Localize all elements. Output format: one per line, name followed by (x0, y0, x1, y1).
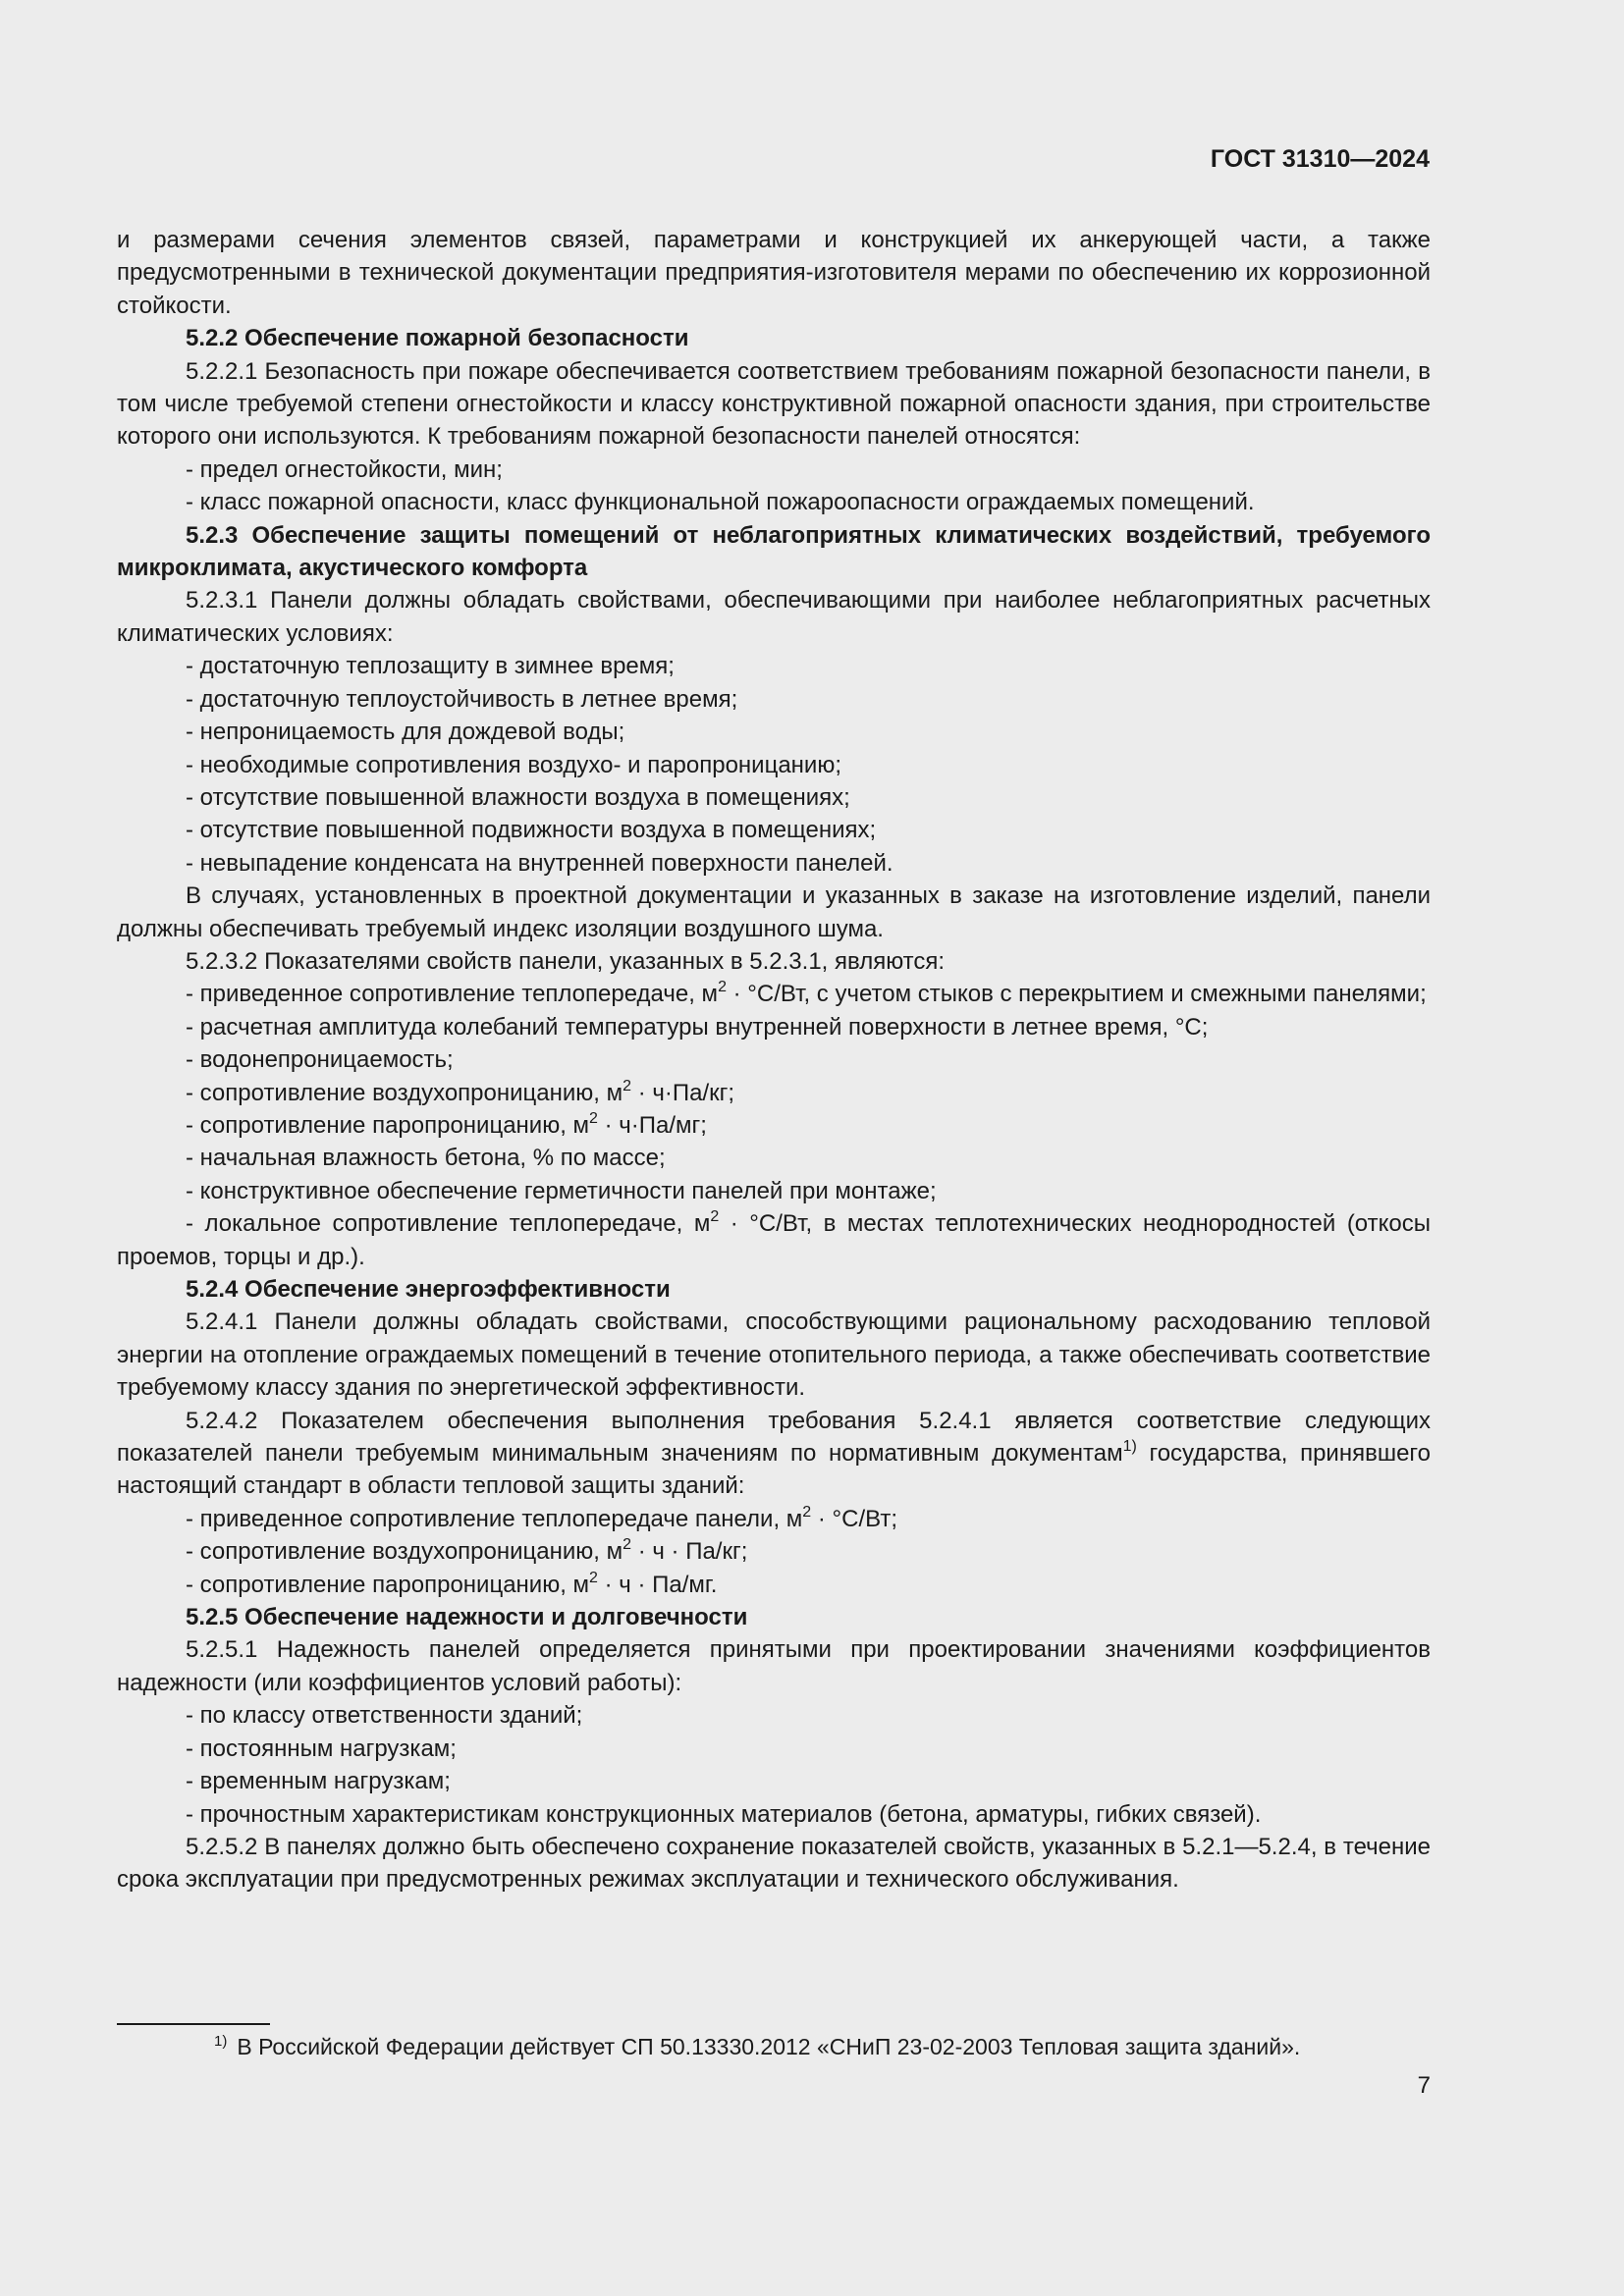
list-item: - непроницаемость для дождевой воды; (186, 719, 625, 746)
paragraph: 5.2.3.1 Панели должны обладать свойствами, обеспечивающими при наиболее неблагоприятных расчетных климатических условиях: (117, 587, 1431, 647)
text-run: · ч · Па/мг. (597, 1571, 718, 1598)
list-item: - невыпадение конденсата на внутренней поверхности панелей. (186, 849, 893, 877)
list-item: - постоянным нагрузкам; (186, 1735, 457, 1762)
list-item: - конструктивное обеспечение герметичности панелей при монтаже; (186, 1177, 937, 1204)
list-item: - предел огнестойкости, мин; (186, 455, 503, 483)
list-item: - отсутствие повышенной подвижности воздуха в помещениях; (186, 817, 877, 844)
superscript: 2 (710, 1208, 720, 1226)
footnote-divider (117, 2023, 270, 2025)
superscript: 2 (589, 1109, 598, 1127)
paragraph (117, 1405, 1431, 1503)
list-item (117, 1077, 1431, 1109)
text-run: · ч·Па/мг; (597, 1111, 707, 1139)
list-item (117, 1535, 1431, 1568)
list-item (117, 1569, 1431, 1601)
text-run: · ч·Па/кг; (631, 1079, 735, 1106)
paragraph: 5.2.4.1 Панели должны обладать свойствами, способствующими рациональному расходованию тепловой энергии на отопление ограждаемых помещений в течение отопительного периода, а также обеспечивать соответствие требуемому классу здания по энергетической эффективности. (117, 1308, 1431, 1402)
paragraph: 5.2.3.2 Показателями свойств панели, указанных в 5.2.3.1, являются: (186, 947, 946, 975)
text-run: · ч · Па/кг; (631, 1538, 748, 1566)
list-item: - прочностным характеристикам конструкционных материалов (бетона, арматуры, гибких связей). (186, 1800, 1262, 1828)
text-run: - сопротивление воздухопроницанию, м (186, 1538, 623, 1566)
paragraph: 5.2.5.1 Надежность панелей определяется принятыми при проектировании значениями коэффициентов надежности (или коэффициентов условий работы): (117, 1636, 1431, 1696)
list-item: - достаточную теплозащиту в зимнее время; (186, 653, 675, 680)
list-item (117, 978, 1431, 1010)
footnote (214, 2032, 1300, 2061)
list-item (117, 1503, 1431, 1535)
paragraph: и размерами сечения элементов связей, параметрами и конструкцией их анкерующей части, а также предусмотренными в технической документации предприятия-изготовителя мерами по обеспечению их коррозионной стойкости. (117, 227, 1431, 319)
list-item: - начальная влажность бетона, % по массе; (186, 1145, 666, 1172)
list-item: - достаточную теплоустойчивость в летнее время; (186, 685, 738, 713)
superscript: 2 (718, 979, 727, 996)
footnote-text: В Российской Федерации действует СП 50.13330.2012 «СНиП 23-02-2003 Тепловая защита зданий». (237, 2034, 1301, 2059)
footnote-ref: 1) (1122, 1438, 1137, 1456)
paragraph: 5.2.5.2 В панелях должно быть обеспечено сохранение показателей свойств, указанных в 5.2.1—5.2.4, в течение срока эксплуатации при предусмотренных режимах эксплуатации и технического обслуживания. (117, 1833, 1431, 1894)
section-heading: 5.2.5 Обеспечение надежности и долговечности (186, 1604, 748, 1631)
paragraph: 5.2.2.1 Безопасность при пожаре обеспечивается соответствием требованиям пожарной безопасности панели, в том числе требуемой степени огнестойкости и классу конструктивной пожарной опасности здания, при строительстве которого они используются. К требованиям пожарной безопасности панелей относятся: (117, 357, 1431, 451)
list-item: - водонепроницаемость; (186, 1046, 454, 1074)
text-run: - сопротивление паропроницанию, м (186, 1571, 590, 1598)
section-heading: 5.2.3 Обеспечение защиты помещений от неблагоприятных климатических воздействий, требуемого микроклимата, акустического комфорта (117, 521, 1431, 582)
list-item (117, 1109, 1431, 1142)
list-item: - класс пожарной опасности, класс функциональной пожароопасности ограждаемых помещений. (186, 489, 1255, 516)
document-id-header: ГОСТ 31310—2024 (1210, 145, 1430, 173)
text-run: - сопротивление паропроницанию, м (186, 1111, 590, 1139)
text-run: - сопротивление воздухопроницанию, м (186, 1079, 623, 1106)
page-number: 7 (1417, 2072, 1431, 2099)
text-run: - приведенное сопротивление теплопередаче панели, м (186, 1505, 803, 1532)
superscript: 2 (802, 1503, 812, 1521)
text-run: · °С/Вт, с учетом стыков с перекрытием и смежными панелями; (726, 981, 1427, 1008)
text-run: - локальное сопротивление теплопередаче, м (186, 1210, 711, 1238)
list-item: - расчетная амплитуда колебаний температуры внутренней поверхности в летнее время, °С; (186, 1013, 1209, 1041)
section-heading: 5.2.4 Обеспечение энергоэффективности (186, 1276, 671, 1303)
list-item: - отсутствие повышенной влажности воздуха в помещениях; (186, 783, 850, 811)
list-item (117, 1207, 1431, 1273)
text-run: 5.2.4.2 Показателем обеспечения выполнения требования 5.2.4.1 является соответствие следующих показателей панели требуемым минимальным значениям по нормативным документам (117, 1407, 1431, 1468)
text-run: - приведенное сопротивление теплопередаче, м (186, 981, 719, 1008)
paragraph: В случаях, установленных в проектной документации и указанных в заказе на изготовление изделий, панели должны обеспечивать требуемый индекс изоляции воздушного шума. (117, 882, 1431, 942)
text-run: государства, принявшего настоящий стандарт в области тепловой защиты зданий: (117, 1440, 1431, 1500)
list-item: - по классу ответственности зданий; (186, 1702, 583, 1730)
document-body (117, 224, 1431, 1896)
superscript: 2 (623, 1077, 632, 1095)
list-item: - временным нагрузкам; (186, 1768, 451, 1795)
superscript: 2 (623, 1536, 632, 1554)
section-heading: 5.2.2 Обеспечение пожарной безопасности (186, 325, 689, 352)
text-run: · °С/Вт, в местах теплотехнических неоднородностей (откосы проемов, торцы и др.). (117, 1210, 1431, 1270)
superscript: 2 (589, 1569, 598, 1586)
footnote-mark: 1) (214, 2033, 228, 2050)
list-item: - необходимые сопротивления воздухо- и паропроницанию; (186, 751, 842, 778)
text-run: · °С/Вт; (811, 1505, 897, 1532)
